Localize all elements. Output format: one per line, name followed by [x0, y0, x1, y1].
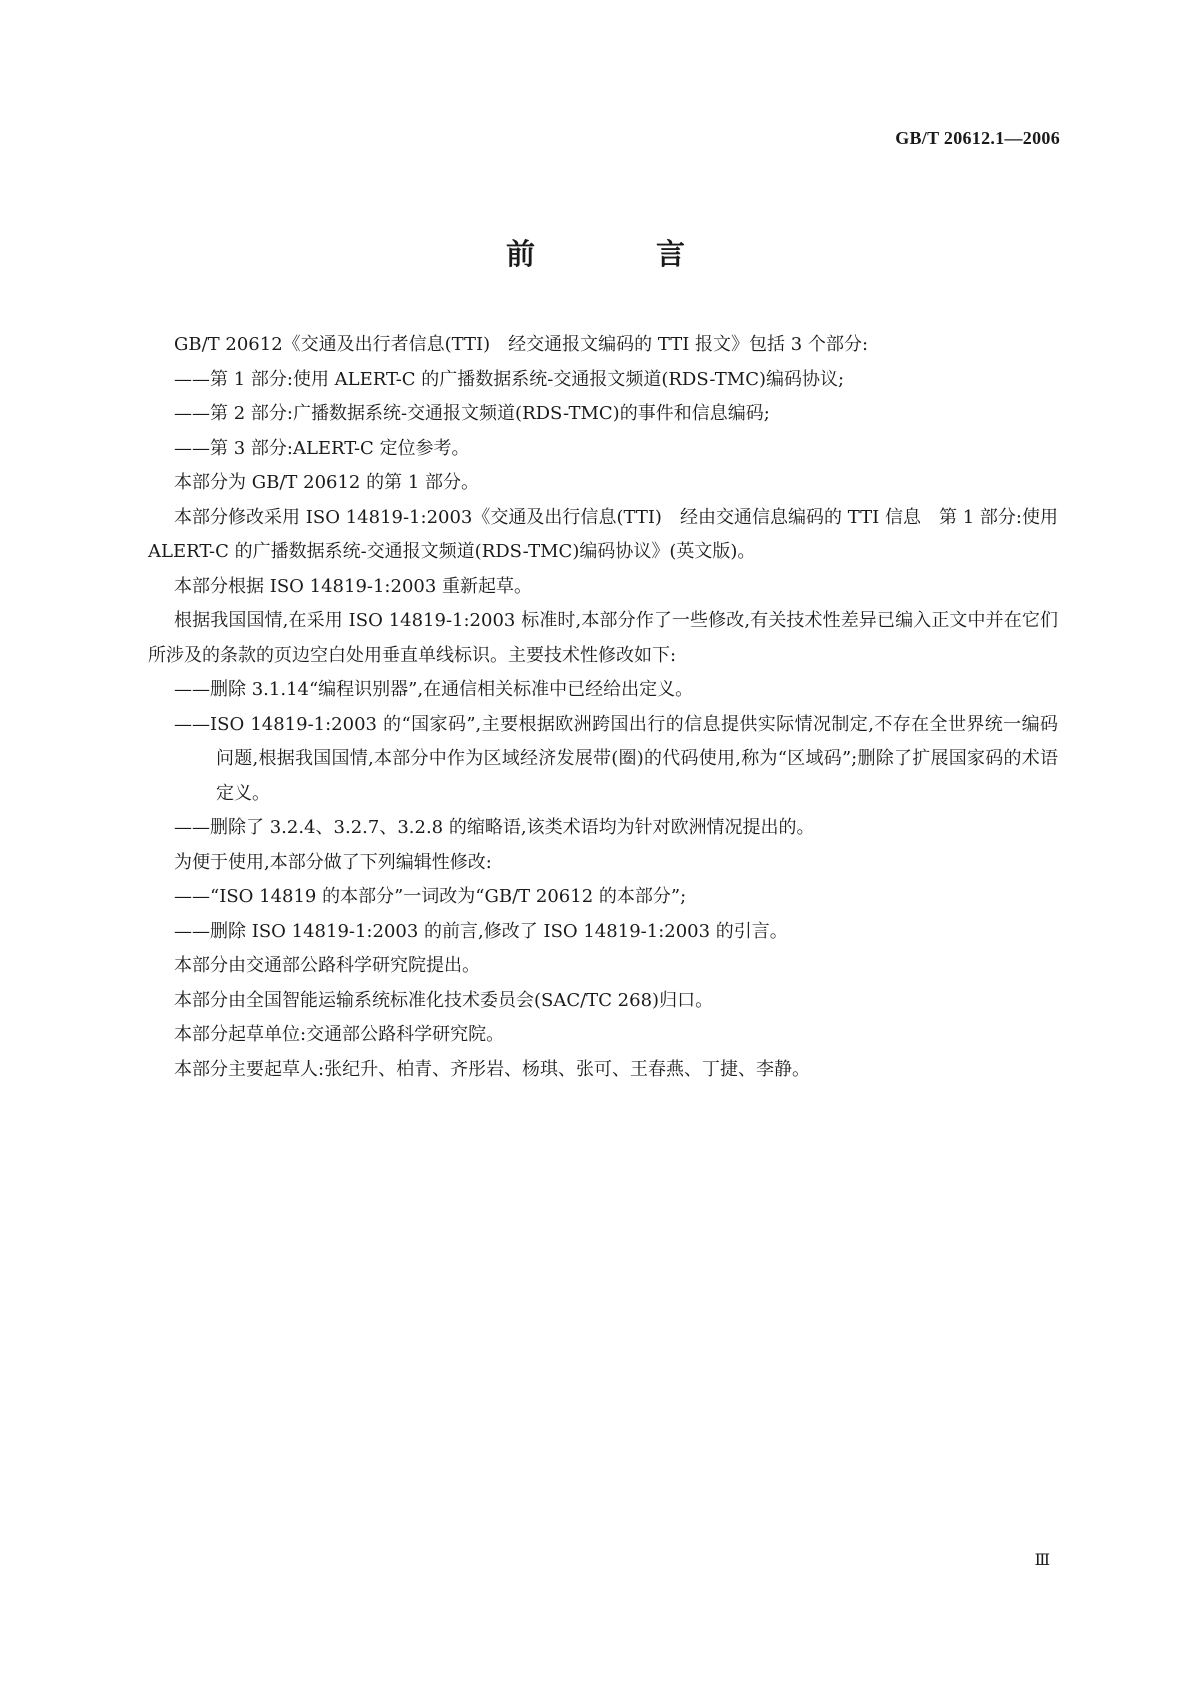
foreword-body — [148, 328, 1058, 1087]
paragraph-scope: 本部分为 GB/T 20612 的第 1 部分。 — [174, 472, 479, 493]
paragraph-drafters: 本部分主要起草人:张纪升、柏青、齐彤岩、杨琪、张可、王春燕、丁捷、李静。 — [174, 1058, 811, 1080]
list-item-mod-1: ——删除 3.1.14“编程识别器”,在通信相关标准中已经给出定义。 — [174, 679, 694, 700]
paragraph-editorial: 为便于使用,本部分做了下列编辑性修改: — [174, 851, 492, 873]
paragraph-intro: GB/T 20612《交通及出行者信息(TTI) 经交通报文编码的 TTI 报文》包括 3 个部分: — [174, 334, 869, 355]
list-item-part-1: ——第 1 部分:使用 ALERT-C 的广播数据系统-交通报文频道(RDS-TMC)编码协议; — [174, 368, 845, 390]
paragraph-committee: 本部分由全国智能运输系统标准化技术委员会(SAC/TC 268)归口。 — [174, 989, 714, 1011]
paragraph-redrafting: 本部分根据 ISO 14819-1:2003 重新起草。 — [174, 575, 533, 597]
page-title: 前 言 — [505, 237, 731, 271]
list-item-mod-3: ——删除了 3.2.4、3.2.7、3.2.8 的缩略语,该类术语均为针对欧洲情况提出的。 — [174, 817, 815, 838]
list-item-edit-2: ——删除 ISO 14819-1:2003 的前言,修改了 ISO 14819-1:2003 的引言。 — [174, 920, 788, 942]
list-item-edit-1: ——“ISO 14819 的本部分”一词改为“GB/T 20612 的本部分”; — [174, 886, 687, 907]
page-number: Ⅲ — [1034, 1552, 1050, 1569]
list-item-part-3: ——第 3 部分:ALERT-C 定位参考。 — [174, 437, 470, 459]
list-item-part-2: ——第 2 部分:广播数据系统-交通报文频道(RDS-TMC)的事件和信息编码; — [174, 403, 770, 424]
standard-code-header: GB/T 20612.1—2006 — [895, 128, 1060, 148]
paragraph-proposer: 本部分由交通部公路科学研究院提出。 — [174, 955, 480, 976]
paragraph-modifications: 根据我国国情,在采用 ISO 14819-1:2003 标准时,本部分作了一些修改,有关技术性差异已编入正文中并在它们所涉及的条款的页边空白处用垂直单线标识。主要技术性修改如下: — [148, 610, 1058, 666]
list-item-mod-2: ——ISO 14819-1:2003 的“国家码”,主要根据欧洲跨国出行的信息提供实际情况制定,不存在全世界统一编码问题,根据我国国情,本部分中作为区域经济发展带(圈)的代码使用,称为“区域码”;删除了扩展国家码的术语定义。 — [174, 713, 1058, 804]
paragraph-drafting-unit: 本部分起草单位:交通部公路科学研究院。 — [174, 1024, 505, 1045]
paragraph-adoption: 本部分修改采用 ISO 14819-1:2003《交通及出行信息(TTI) 经由交通信息编码的 TTI 信息 第 1 部分:使用 ALERT-C 的广播数据系统-交通报文频道(RDS-TMC)编码协议》(英文版)。 — [148, 506, 1058, 562]
